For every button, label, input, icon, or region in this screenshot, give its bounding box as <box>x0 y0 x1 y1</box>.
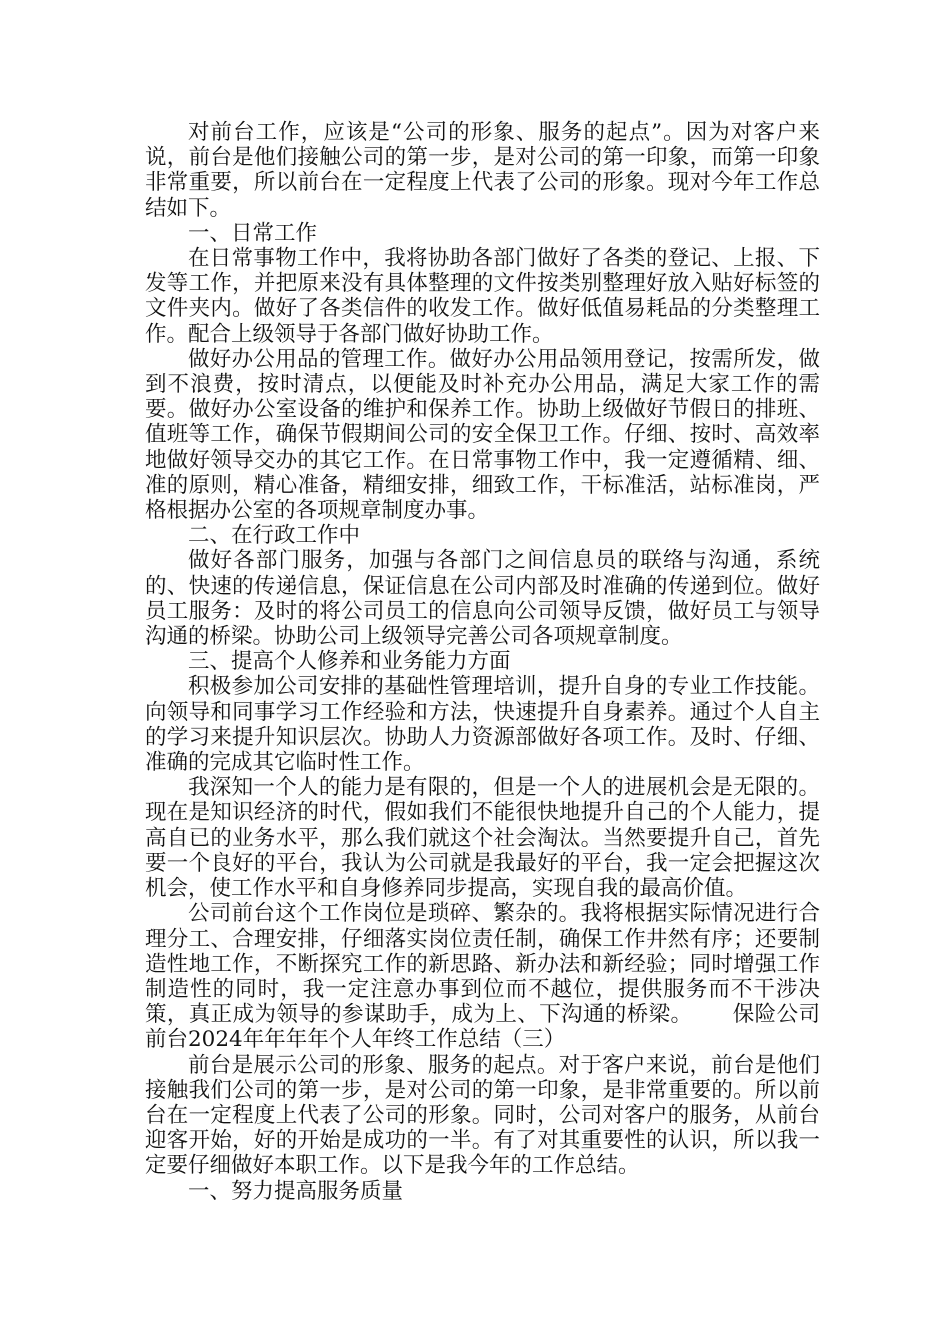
section-heading-personal-development: 三、提高个人修养和业务能力方面 <box>188 649 511 675</box>
paragraph-front-desk-role-text: 公司前台这个工作岗位是琐碎、繁杂的。我将根据实际情况进行合理分工、合理安排，仔细落实岗位责任制，确保工作井然有序；还要制造性地工作，不断探究工作的新思路、新办法和新经验；同时增强工作制造性的同时，我一定注意办事到位而不越位，提供服务而不干涉决策，真正成为领导的参谋助手，成为上、下沟通的桥梁。 <box>145 901 820 1028</box>
section-heading-daily-work: 一、日常工作 <box>188 220 318 246</box>
section-heading-service-quality: 一、努力提高服务质量 <box>188 1178 404 1204</box>
paragraph-training: 积极参加公司安排的基础性管理培训，提升自身的专业工作技能。向领导和同事学习工作经验和方法，快速提升自身素养。通过个人自主的学习来提升知识层次。协助人力资源部做好各项工作。及时、仔细、准确的完成其它临时性工作。 <box>145 674 820 776</box>
paragraph-daily-affairs: 在日常事物工作中，我将协助各部门做好了各类的登记、上报、下发等工作，并把原来没有具体整理的文件按类别整理好放入贴好标签的文件夹内。做好了各类信件的收发工作。做好低值易耗品的分类整理工作。配合上级领导于各部门做好协助工作。 <box>145 246 820 347</box>
paragraph-front-desk-role <box>145 901 820 1052</box>
document-body <box>145 120 820 1204</box>
paragraph-office-supplies: 做好办公用品的管理工作。做好办公用品领用登记，按需所发，做到不浪费，按时清点，以便能及时补充办公用品，满足大家工作的需要。做好办公室设备的维护和保养工作。协助上级做好节假日的排班、值班等工作，确保节假期间公司的安全保卫工作。仔细、按时、高效率地做好领导交办的其它工作。在日常事物工作中，我一定遵循精、细、准的原则，精心准备，精细安排，细致工作，干标准活，站标准岗，严格根据办公室的各项规章制度办事。 <box>145 346 820 524</box>
paragraph-self-improvement: 我深知一个人的能力是有限的，但是一个人的进展机会是无限的。现在是知识经济的时代，假如我们不能很快地提升自己的个人能力，提高自已的业务水平，那么我们就这个社会淘汰。当然要提升自己，首先要一个良好的平台，我认为公司就是我最好的平台，我一定会把握这次机会，使工作水平和自身修养同步提高，实现自我的最高价值。 <box>145 775 820 902</box>
section-heading-administration: 二、在行政工作中 <box>188 523 361 549</box>
paragraph-intro: 对前台工作，应该是“公司的形象、服务的起点”。因为对客户来说，前台是他们接触公司的第一步，是对公司的第一印象，而第一印象非常重要，所以前台在一定程度上代表了公司的形象。现对今年工作总结如下。 <box>145 120 820 221</box>
document-title-three: 保险公司前台2024年年年年个人年终工作总结（三） <box>145 1002 820 1053</box>
paragraph-department-service: 做好各部门服务，加强与各部门之间信息员的联络与沟通，系统的、快速的传递信息，保证信息在公司内部及时准确的传递到位。做好员工服务：及时的将公司员工的信息向公司领导反馈，做好员工与领导沟通的桥梁。协助公司上级领导完善公司各项规章制度。 <box>145 548 820 650</box>
paragraph-front-desk-image: 前台是展示公司的形象、服务的起点。对于客户来说，前台是他们接触我们公司的第一步，是对公司的第一印象，是非常重要的。所以前台在一定程度上代表了公司的形象。同时，公司对客户的服务，从前台迎客开始，好的开始是成功的一半。有了对其重要性的认识，所以我一定要仔细做好本职工作。以下是我今年的工作总结。 <box>145 1052 820 1179</box>
